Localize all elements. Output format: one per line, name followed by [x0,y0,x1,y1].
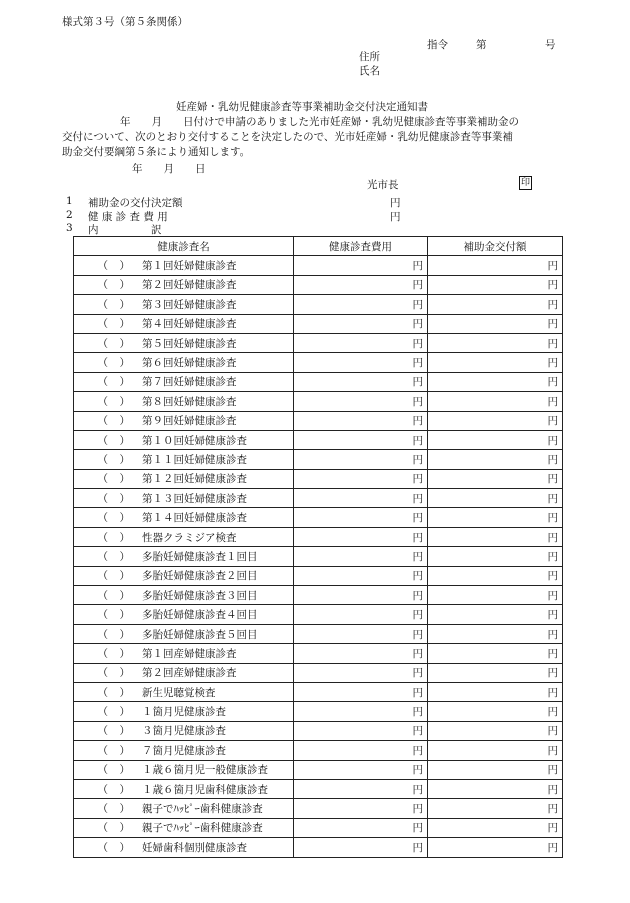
check-paren-open: （ [97,376,108,389]
table-row [74,605,563,624]
exam-cost-cell: 円 [294,411,428,430]
subsidy-amount-cell: 円 [428,799,563,818]
exam-cost-cell: 円 [294,818,428,837]
exam-cost-cell: 円 [294,838,428,857]
exam-name: 性器クラミジア検査 [142,531,237,544]
exam-cost-cell: 円 [294,547,428,566]
exam-name: 多胎妊婦健康診査２回目 [142,570,258,583]
check-paren-open: （ [97,415,108,428]
check-paren-open: （ [97,628,108,641]
subsidy-amount-cell: 円 [428,430,563,449]
body-line-3: 助金交付要綱第５条により通知します。 [62,146,251,158]
check-paren-open: （ [97,550,108,563]
subsidy-amount-cell: 円 [428,779,563,798]
check-paren-open: （ [97,492,108,505]
table-row [74,295,563,314]
subsidy-amount-cell: 円 [428,547,563,566]
table-header-row [74,237,563,256]
exam-name-cell [74,256,294,275]
check-paren-open: （ [97,589,108,602]
check-paren-open: （ [97,298,108,311]
exam-name-cell [74,644,294,663]
check-paren-open: （ [97,395,108,408]
subsidy-amount-cell: 円 [428,527,563,546]
exam-name-cell [74,741,294,760]
check-paren-close: ） [119,260,130,273]
exam-name-cell [74,333,294,352]
body-line-2: 交付について、次のとおり交付することを決定したので、光市妊産婦・乳幼児健康診査等事業補 [62,131,513,143]
directive-go: 号 [545,39,556,51]
summary-label-3: 内 訳 [88,224,162,236]
exam-cost-cell: 円 [294,721,428,740]
table-row [74,547,563,566]
check-paren-close: ） [119,492,130,505]
summary-unit-1: 円 [390,197,401,209]
table-row [74,799,563,818]
check-paren-close: ） [119,841,130,854]
check-paren-close: ） [119,512,130,525]
exam-name: 第１１回妊婦健康診査 [142,453,247,466]
table-row [74,566,563,585]
exam-name-cell [74,372,294,391]
subsidy-amount-cell: 円 [428,392,563,411]
check-paren-close: ） [119,531,130,544]
check-paren-open: （ [97,822,108,835]
header-exam-cost: 健康診査費用 [294,237,428,256]
subsidy-amount-cell: 円 [428,682,563,701]
table-row [74,644,563,663]
table-row [74,586,563,605]
summary-unit-2: 円 [390,211,401,223]
exam-name: 第４回妊婦健康診査 [142,318,237,331]
subsidy-amount-cell: 円 [428,295,563,314]
check-paren-close: ） [119,764,130,777]
check-paren-close: ） [119,570,130,583]
subsidy-amount-cell: 円 [428,508,563,527]
check-paren-open: （ [97,725,108,738]
subsidy-amount-cell: 円 [428,353,563,372]
exam-name-cell [74,547,294,566]
exam-cost-cell: 円 [294,624,428,643]
check-paren-close: ） [119,803,130,816]
check-paren-open: （ [97,337,108,350]
exam-name-cell [74,469,294,488]
exam-cost-cell: 円 [294,682,428,701]
exam-name: 新生児聴覚検査 [142,686,216,699]
check-paren-close: ） [119,744,130,757]
exam-cost-cell: 円 [294,605,428,624]
seal-mark: 印 [520,178,530,188]
subsidy-amount-cell: 円 [428,411,563,430]
check-paren-close: ） [119,298,130,311]
check-paren-open: （ [97,744,108,757]
exam-cost-cell: 円 [294,527,428,546]
check-paren-close: ） [119,395,130,408]
exam-cost-cell: 円 [294,586,428,605]
table-row [74,779,563,798]
subsidy-amount-cell: 円 [428,314,563,333]
table-row [74,450,563,469]
check-paren-close: ） [119,647,130,660]
exam-name-cell [74,605,294,624]
check-paren-open: （ [97,841,108,854]
exam-name-cell [74,450,294,469]
check-paren-open: （ [97,531,108,544]
breakdown-table [73,236,563,858]
exam-name: 第６回妊婦健康診査 [142,357,237,370]
exam-cost-cell: 円 [294,760,428,779]
table-row [74,333,563,352]
subsidy-amount-cell: 円 [428,256,563,275]
check-paren-close: ） [119,706,130,719]
exam-name: 第１４回妊婦健康診査 [142,512,247,525]
check-paren-open: （ [97,803,108,816]
subsidy-amount-cell: 円 [428,644,563,663]
check-paren-close: ） [119,686,130,699]
exam-name: 妊婦歯科個別健康診査 [142,841,247,854]
check-paren-open: （ [97,764,108,777]
exam-cost-cell: 円 [294,372,428,391]
subsidy-amount-cell: 円 [428,741,563,760]
exam-name: 第１３回妊婦健康診査 [142,492,247,505]
exam-name-cell [74,818,294,837]
table-row [74,508,563,527]
table-row [74,741,563,760]
summary-label-2: 健 康 診 査 費 用 [88,211,168,223]
table-row [74,527,563,546]
check-paren-close: ） [119,357,130,370]
exam-cost-cell: 円 [294,644,428,663]
exam-name-cell [74,527,294,546]
exam-name-cell [74,411,294,430]
header-exam-name: 健康診査名 [74,237,294,256]
exam-name: 多胎妊婦健康診査１回目 [142,550,258,563]
table-row [74,838,563,857]
table-row [74,275,563,294]
check-paren-open: （ [97,279,108,292]
check-paren-open: （ [97,434,108,447]
name-label: 氏名 [359,65,380,77]
table-body [74,256,563,857]
exam-name-cell [74,663,294,682]
subsidy-amount-cell: 円 [428,721,563,740]
table-row [74,392,563,411]
table-row [74,682,563,701]
subsidy-amount-cell: 円 [428,469,563,488]
header-subsidy-amount: 補助金交付額 [428,237,563,256]
check-paren-close: ） [119,337,130,350]
directive-shirei: 指令 [427,39,448,51]
exam-name-cell [74,353,294,372]
exam-name-cell [74,392,294,411]
subsidy-amount-cell: 円 [428,566,563,585]
exam-name-cell [74,682,294,701]
subsidy-amount-cell: 円 [428,275,563,294]
exam-name: 第８回妊婦健康診査 [142,395,237,408]
subsidy-amount-cell: 円 [428,372,563,391]
table-row [74,489,563,508]
check-paren-open: （ [97,647,108,660]
subsidy-amount-cell: 円 [428,586,563,605]
subsidy-amount-cell: 円 [428,450,563,469]
summary-num-2: 2 [66,209,73,221]
exam-name: 第２回産婦健康診査 [142,667,237,680]
address-label: 住所 [359,51,380,63]
exam-name: 第２回妊婦健康診査 [142,279,237,292]
table-row [74,721,563,740]
table-row [74,702,563,721]
table-row [74,353,563,372]
check-paren-close: ） [119,473,130,486]
exam-name: 第１０回妊婦健康診査 [142,434,247,447]
subsidy-amount-cell: 円 [428,489,563,508]
exam-cost-cell: 円 [294,430,428,449]
exam-name-cell [74,779,294,798]
date-line: 年 月 日 [132,163,206,175]
exam-name-cell [74,430,294,449]
table-row [74,663,563,682]
exam-name: 第３回妊婦健康診査 [142,298,237,311]
exam-cost-cell: 円 [294,663,428,682]
exam-name: 親子でﾊｯﾋﾟｰ歯科健康診査 [142,822,263,835]
exam-cost-cell: 円 [294,779,428,798]
exam-cost-cell: 円 [294,392,428,411]
subsidy-amount-cell: 円 [428,838,563,857]
check-paren-close: ） [119,783,130,796]
exam-name: 第１回妊婦健康診査 [142,260,237,273]
exam-name: 多胎妊婦健康診査５回目 [142,628,258,641]
check-paren-close: ） [119,550,130,563]
exam-cost-cell: 円 [294,741,428,760]
check-paren-open: （ [97,260,108,273]
summary-label-1: 補助金の交付決定額 [88,197,183,209]
exam-name-cell [74,838,294,857]
exam-cost-cell: 円 [294,353,428,372]
table-row [74,256,563,275]
exam-name: 第１２回妊婦健康診査 [142,473,247,486]
subsidy-amount-cell: 円 [428,605,563,624]
exam-cost-cell: 円 [294,275,428,294]
exam-name-cell [74,624,294,643]
table-row [74,818,563,837]
check-paren-close: ） [119,434,130,447]
check-paren-open: （ [97,706,108,719]
exam-name-cell [74,702,294,721]
exam-cost-cell: 円 [294,489,428,508]
subsidy-amount-cell: 円 [428,760,563,779]
exam-name: ３箇月児健康診査 [142,725,226,738]
table-row [74,624,563,643]
check-paren-open: （ [97,512,108,525]
exam-name-cell [74,314,294,333]
table-row [74,469,563,488]
check-paren-close: ） [119,609,130,622]
exam-name: １歳６箇月児一般健康診査 [142,764,268,777]
check-paren-open: （ [97,609,108,622]
table-row [74,314,563,333]
body-line-1: 年 月 日付けで申請のありました光市妊産婦・乳幼児健康診査等事業補助金の [120,116,519,128]
exam-cost-cell: 円 [294,508,428,527]
exam-name: 第１回産婦健康診査 [142,647,237,660]
check-paren-close: ） [119,376,130,389]
issuer-title: 光市長 [367,179,399,191]
form-label: 様式第３号（第５条関係） [62,16,188,28]
exam-cost-cell: 円 [294,314,428,333]
check-paren-close: ） [119,822,130,835]
exam-name-cell [74,508,294,527]
exam-name-cell [74,566,294,585]
exam-name: １箇月児健康診査 [142,706,226,719]
exam-name: １歳６箇月児歯科健康診査 [142,783,268,796]
exam-name-cell [74,721,294,740]
exam-cost-cell: 円 [294,333,428,352]
check-paren-close: ） [119,589,130,602]
check-paren-close: ） [119,667,130,680]
table-row [74,411,563,430]
check-paren-close: ） [119,279,130,292]
table-row [74,760,563,779]
exam-cost-cell: 円 [294,256,428,275]
subsidy-amount-cell: 円 [428,333,563,352]
exam-name-cell [74,275,294,294]
check-paren-open: （ [97,686,108,699]
check-paren-open: （ [97,453,108,466]
exam-name-cell [74,799,294,818]
exam-name-cell [74,760,294,779]
check-paren-open: （ [97,570,108,583]
exam-cost-cell: 円 [294,450,428,469]
exam-name: 多胎妊婦健康診査３回目 [142,589,258,602]
exam-cost-cell: 円 [294,702,428,721]
check-paren-open: （ [97,473,108,486]
check-paren-open: （ [97,667,108,680]
subsidy-amount-cell: 円 [428,818,563,837]
document-title: 妊産婦・乳幼児健康診査等事業補助金交付決定通知書 [176,101,428,113]
exam-name: ７箇月児健康診査 [142,744,226,757]
exam-name-cell [74,489,294,508]
summary-num-1: 1 [66,195,73,207]
exam-cost-cell: 円 [294,295,428,314]
exam-name: 第９回妊婦健康診査 [142,415,237,428]
check-paren-open: （ [97,357,108,370]
table-row [74,372,563,391]
subsidy-amount-cell: 円 [428,702,563,721]
exam-name: 多胎妊婦健康診査４回目 [142,609,258,622]
check-paren-close: ） [119,453,130,466]
exam-cost-cell: 円 [294,469,428,488]
check-paren-close: ） [119,415,130,428]
directive-dai: 第 [476,39,487,51]
exam-name: 親子でﾊｯﾋﾟｰ歯科健康診査 [142,803,263,816]
exam-name-cell [74,295,294,314]
summary-num-3: 3 [66,222,73,234]
exam-cost-cell: 円 [294,566,428,585]
exam-name: 第７回妊婦健康診査 [142,376,237,389]
exam-name-cell [74,586,294,605]
check-paren-open: （ [97,318,108,331]
subsidy-amount-cell: 円 [428,624,563,643]
subsidy-amount-cell: 円 [428,663,563,682]
seal-box [519,176,532,190]
check-paren-open: （ [97,783,108,796]
check-paren-close: ） [119,318,130,331]
table-row [74,430,563,449]
exam-cost-cell: 円 [294,799,428,818]
check-paren-close: ） [119,628,130,641]
exam-name: 第５回妊婦健康診査 [142,337,237,350]
check-paren-close: ） [119,725,130,738]
